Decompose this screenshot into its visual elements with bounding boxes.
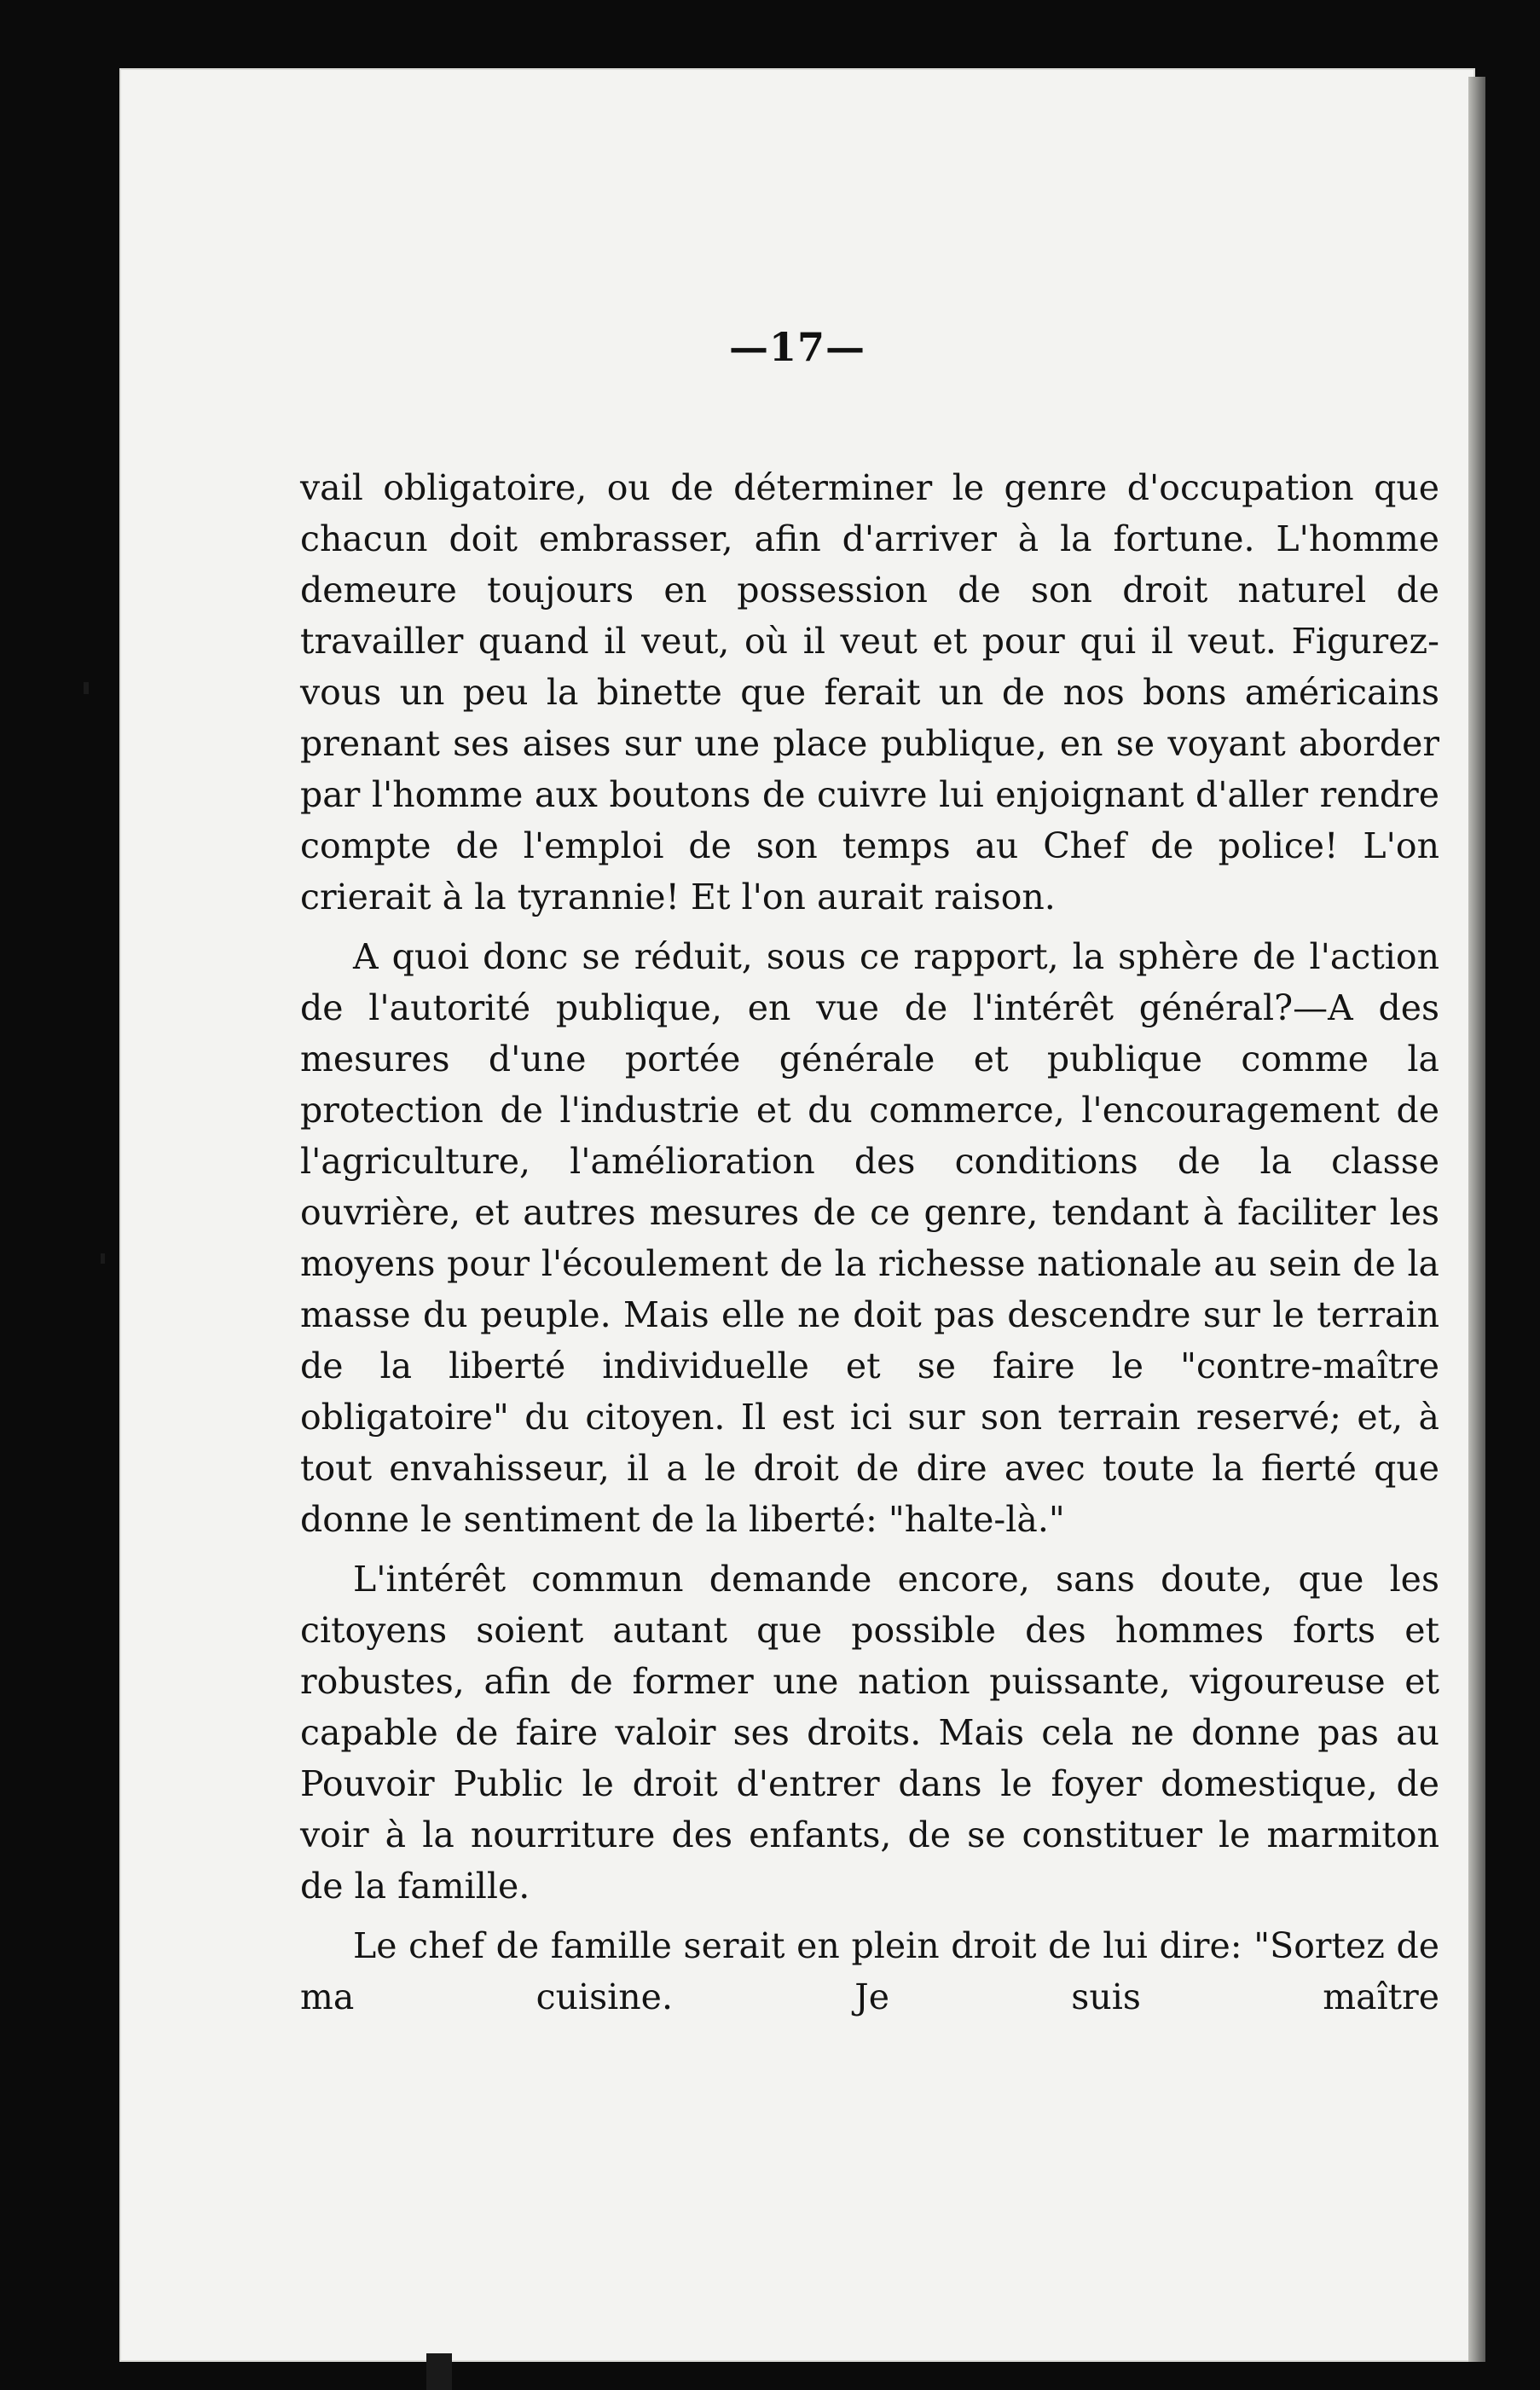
paragraph-2: A quoi donc se réduit, sous ce rapport, la sphère de l'action de l'autorité publique, en vue de l'intérêt général?—A des mesures d'une portée générale et publique comme la protection de l'industrie et du commerce, l'encouragement de l'agriculture, l'amélioration des conditions de la classe ouvrière, et autres mesures de ce genre, tendant à faciliter les moyens pour l'écoulement de la richesse nationale au sein de la masse du peuple. Mais elle ne doit pas descendre sur le terrain de la liberté individuelle et se faire le "contre-maître obligatoire" du citoyen. Il est ici sur son terrain reservé; et, à tout envahisseur, il a le droit de dire avec toute la fierté que donne le sentiment de la liberté: "halte-là." [300, 936, 1439, 1540]
scan-mark [426, 2353, 452, 2390]
page-body [300, 462, 1439, 2031]
page-edge-shadow [1468, 77, 1485, 2362]
scan-mark [101, 1253, 105, 1264]
paragraph-3: L'intérêt commun demande encore, sans doute, que les citoyens soient autant que possible des hommes forts et robustes, afin de former une nation puissante, vigoureuse et capable de faire valoir ses droits. Mais cela ne donne pas au Pouvoir Public le droit d'entrer dans le foyer domestique, de voir à la nourriture des enfants, de se constituer le marmiton de la famille. [300, 1559, 1439, 1907]
page-number: —17— [728, 324, 866, 370]
paragraph-1: vail obligatoire, ou de déterminer le genre d'occupation que chacun doit embrasser, afin d'arriver à la fortune. L'homme demeure toujours en possession de son droit naturel de travailler quand il veut, où il veut et pour qui il veut. Figurez-vous un peu la binette que ferait un de nos bons américains prenant ses aises sur une place publique, en se voyant aborder par l'homme aux boutons de cuivre lui enjoignant d'aller rendre compte de l'emploi de son temps au Chef de police! L'on crierait à la tyrannie! Et l'on aurait raison. [300, 467, 1439, 917]
scan-mark [84, 682, 89, 694]
book-page [119, 68, 1475, 2362]
paragraph-4: Le chef de famille serait en plein droit de lui dire: "Sortez de ma cuisine. Je suis maître [300, 1925, 1439, 2017]
